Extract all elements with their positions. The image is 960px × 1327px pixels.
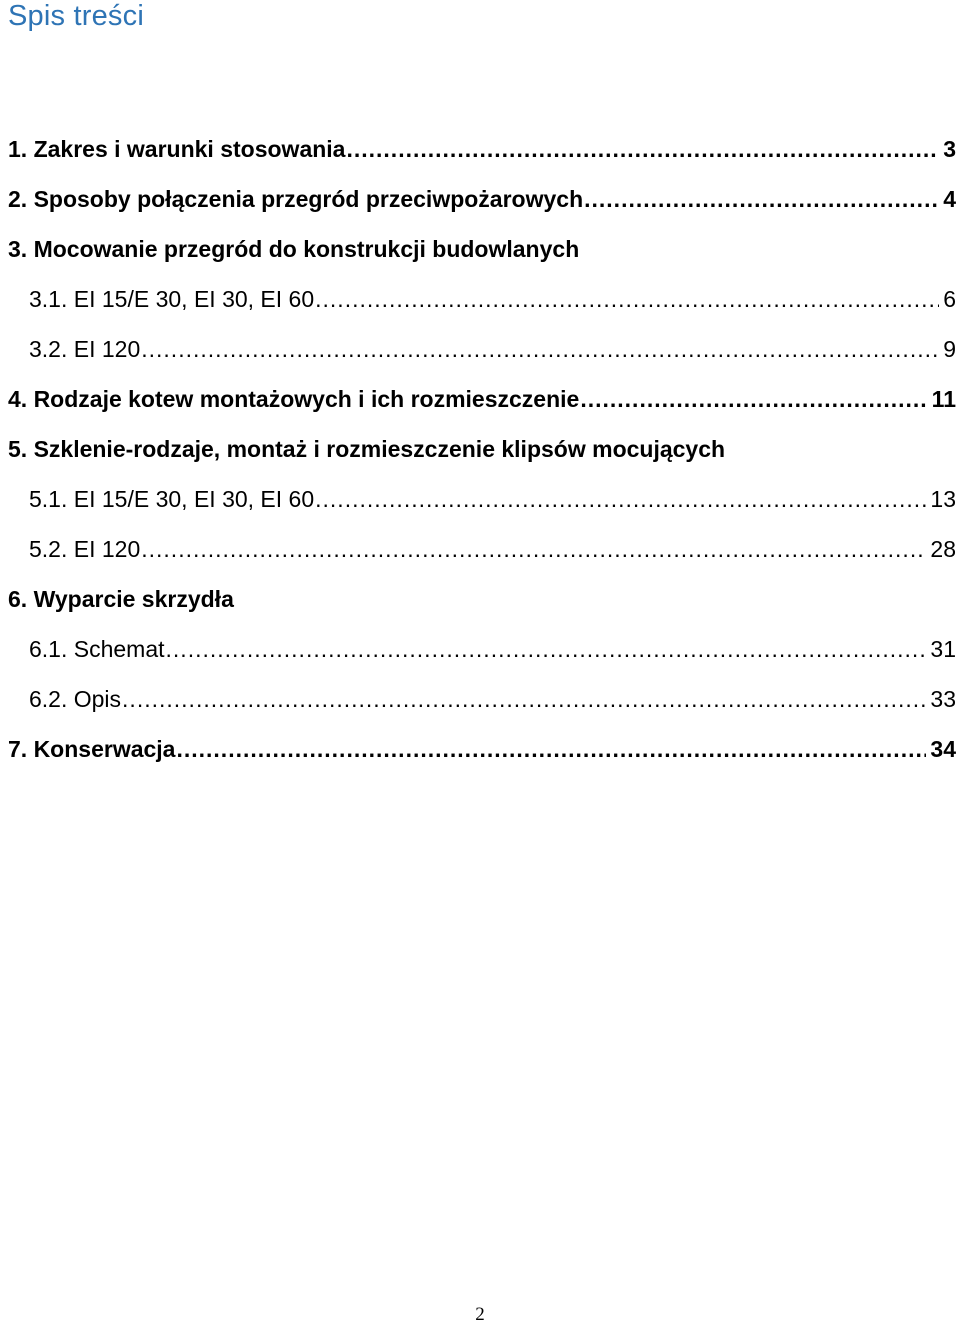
dot-leader	[166, 624, 927, 674]
toc-entry-page: 6	[943, 286, 956, 312]
dot-leader	[315, 274, 939, 324]
table-of-contents	[0, 124, 960, 774]
toc-title: Spis treści	[8, 0, 144, 32]
toc-entry-text: 6.1. Schemat	[29, 636, 165, 662]
toc-entry-text: 5.1. EI 15/E 30, EI 30, EI 60	[29, 486, 315, 512]
dot-leader	[176, 724, 926, 774]
toc-entry-text: 1. Zakres i warunki stosowania	[8, 136, 346, 162]
toc-entry-text: 5. Szklenie-rodzaje, montaż i rozmieszczenie klipsów mocujących	[8, 436, 726, 462]
toc-entry-text: 3.1. EI 15/E 30, EI 30, EI 60	[29, 286, 315, 312]
toc-entry-page: 34	[930, 736, 956, 762]
toc-entry-text: 6.2. Opis	[29, 686, 122, 712]
toc-entry[interactable]	[0, 374, 960, 424]
toc-entry-page: 9	[943, 336, 956, 362]
dot-leader	[122, 674, 926, 724]
toc-entry-page: 11	[931, 386, 956, 412]
toc-entry-text: 4. Rodzaje kotew montażowych i ich rozmieszczenie	[8, 386, 580, 412]
toc-entry[interactable]	[0, 474, 960, 524]
dot-leader	[141, 324, 939, 374]
toc-entry-page: 13	[930, 486, 956, 512]
toc-entry-page: 28	[930, 536, 956, 562]
dot-leader	[315, 474, 926, 524]
toc-entry-text: 3. Mocowanie przegród do konstrukcji budowlanych	[8, 236, 580, 262]
toc-entry[interactable]	[0, 324, 960, 374]
page-number: 2	[475, 1304, 485, 1325]
toc-entry[interactable]	[0, 724, 960, 774]
toc-entry-page: 31	[930, 636, 956, 662]
toc-entry-page: 3	[943, 136, 956, 162]
toc-entry-page: 4	[943, 186, 956, 212]
toc-entry[interactable]	[0, 574, 960, 624]
toc-entry[interactable]	[0, 274, 960, 324]
toc-entry-page: 33	[930, 686, 956, 712]
dot-leader	[141, 524, 926, 574]
dot-leader	[580, 374, 927, 424]
toc-entry[interactable]	[0, 524, 960, 574]
toc-entry-text: 6. Wyparcie skrzydła	[8, 586, 234, 612]
toc-entry[interactable]	[0, 624, 960, 674]
toc-entry[interactable]	[0, 674, 960, 724]
toc-entry[interactable]	[0, 124, 960, 174]
toc-entry-text: 2. Sposoby połączenia przegród przeciwpożarowych	[8, 186, 584, 212]
toc-entry-text: 7. Konserwacja	[8, 736, 176, 762]
toc-entry[interactable]	[0, 424, 960, 474]
toc-entry-text: 3.2. EI 120	[29, 336, 141, 362]
toc-entry[interactable]	[0, 224, 960, 274]
dot-leader	[584, 174, 939, 224]
toc-entry[interactable]	[0, 174, 960, 224]
toc-entry-text: 5.2. EI 120	[29, 536, 141, 562]
dot-leader	[346, 124, 939, 174]
